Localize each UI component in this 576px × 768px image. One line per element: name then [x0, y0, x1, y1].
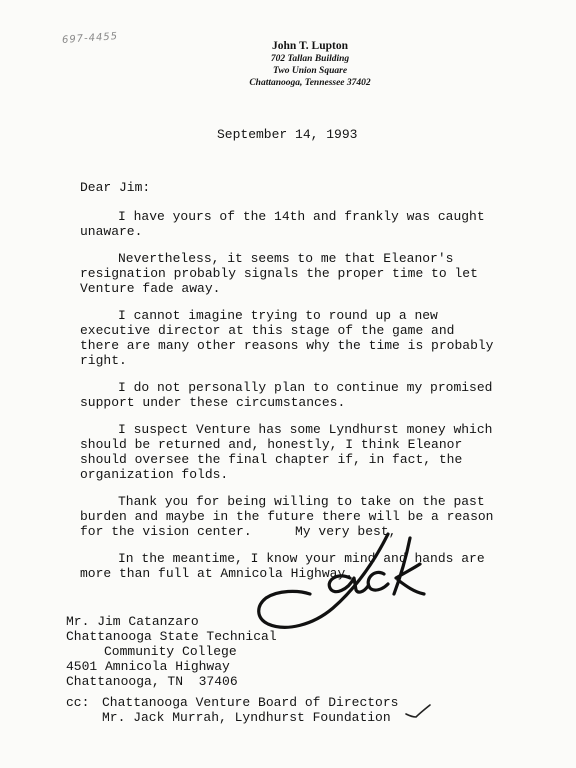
body-paragraph: I cannot imagine trying to round up a new executive director at this stage of the game and there are many other reasons why the time is probably right.: [80, 308, 494, 368]
recipient-line: Chattanooga, TN 37406: [66, 674, 238, 689]
handwritten-phone-note: 697-4455: [61, 31, 119, 46]
cc-line: Chattanooga Venture Board of Directors: [102, 695, 399, 710]
recipient-address: [66, 614, 277, 689]
body-paragraph: In the meantime, I know your mind and hands are more than full at Amnicola Highway.: [80, 551, 485, 581]
body-paragraph: I do not personally plan to continue my promised support under these circumstances.: [80, 380, 493, 410]
recipient-line: 4501 Amnicola Highway: [66, 659, 230, 674]
letterhead-address-line: Chattanooga, Tennessee 37402: [249, 78, 371, 88]
letterhead-address-line: Two Union Square: [272, 66, 348, 76]
body-paragraph: Nevertheless, it seems to me that Eleanor's resignation probably signals the proper time to let Venture fade away.: [80, 251, 478, 296]
body-paragraph: I suspect Venture has some Lyndhurst money which should be returned and, honestly, I think Eleanor should oversee the final chapter if, in fact, the organization folds.: [80, 422, 493, 482]
body-paragraph: Thank you for being willing to take on the past burden and maybe in the future there will be a reason for the vision center.: [80, 494, 494, 539]
cc-block: [66, 695, 398, 725]
recipient-line: Community College: [104, 644, 237, 659]
salutation: Dear Jim:: [80, 180, 151, 195]
body-paragraph: I have yours of the 14th and frankly was caught unaware.: [80, 209, 485, 239]
cc-label: cc:: [66, 695, 90, 710]
letterhead-address-line: 702 Tallan Building: [270, 54, 350, 64]
closing: My very best,: [295, 524, 397, 539]
check-mark-icon: [404, 702, 432, 720]
recipient-line: Chattanooga State Technical: [66, 629, 277, 644]
letterhead: [200, 40, 420, 88]
letterhead-name: John T. Lupton: [272, 40, 348, 52]
recipient-line: Mr. Jim Catanzaro: [66, 614, 199, 629]
cc-line: Mr. Jack Murrah, Lyndhurst Foundation: [102, 710, 391, 725]
letter-date: September 14, 1993: [217, 127, 358, 142]
